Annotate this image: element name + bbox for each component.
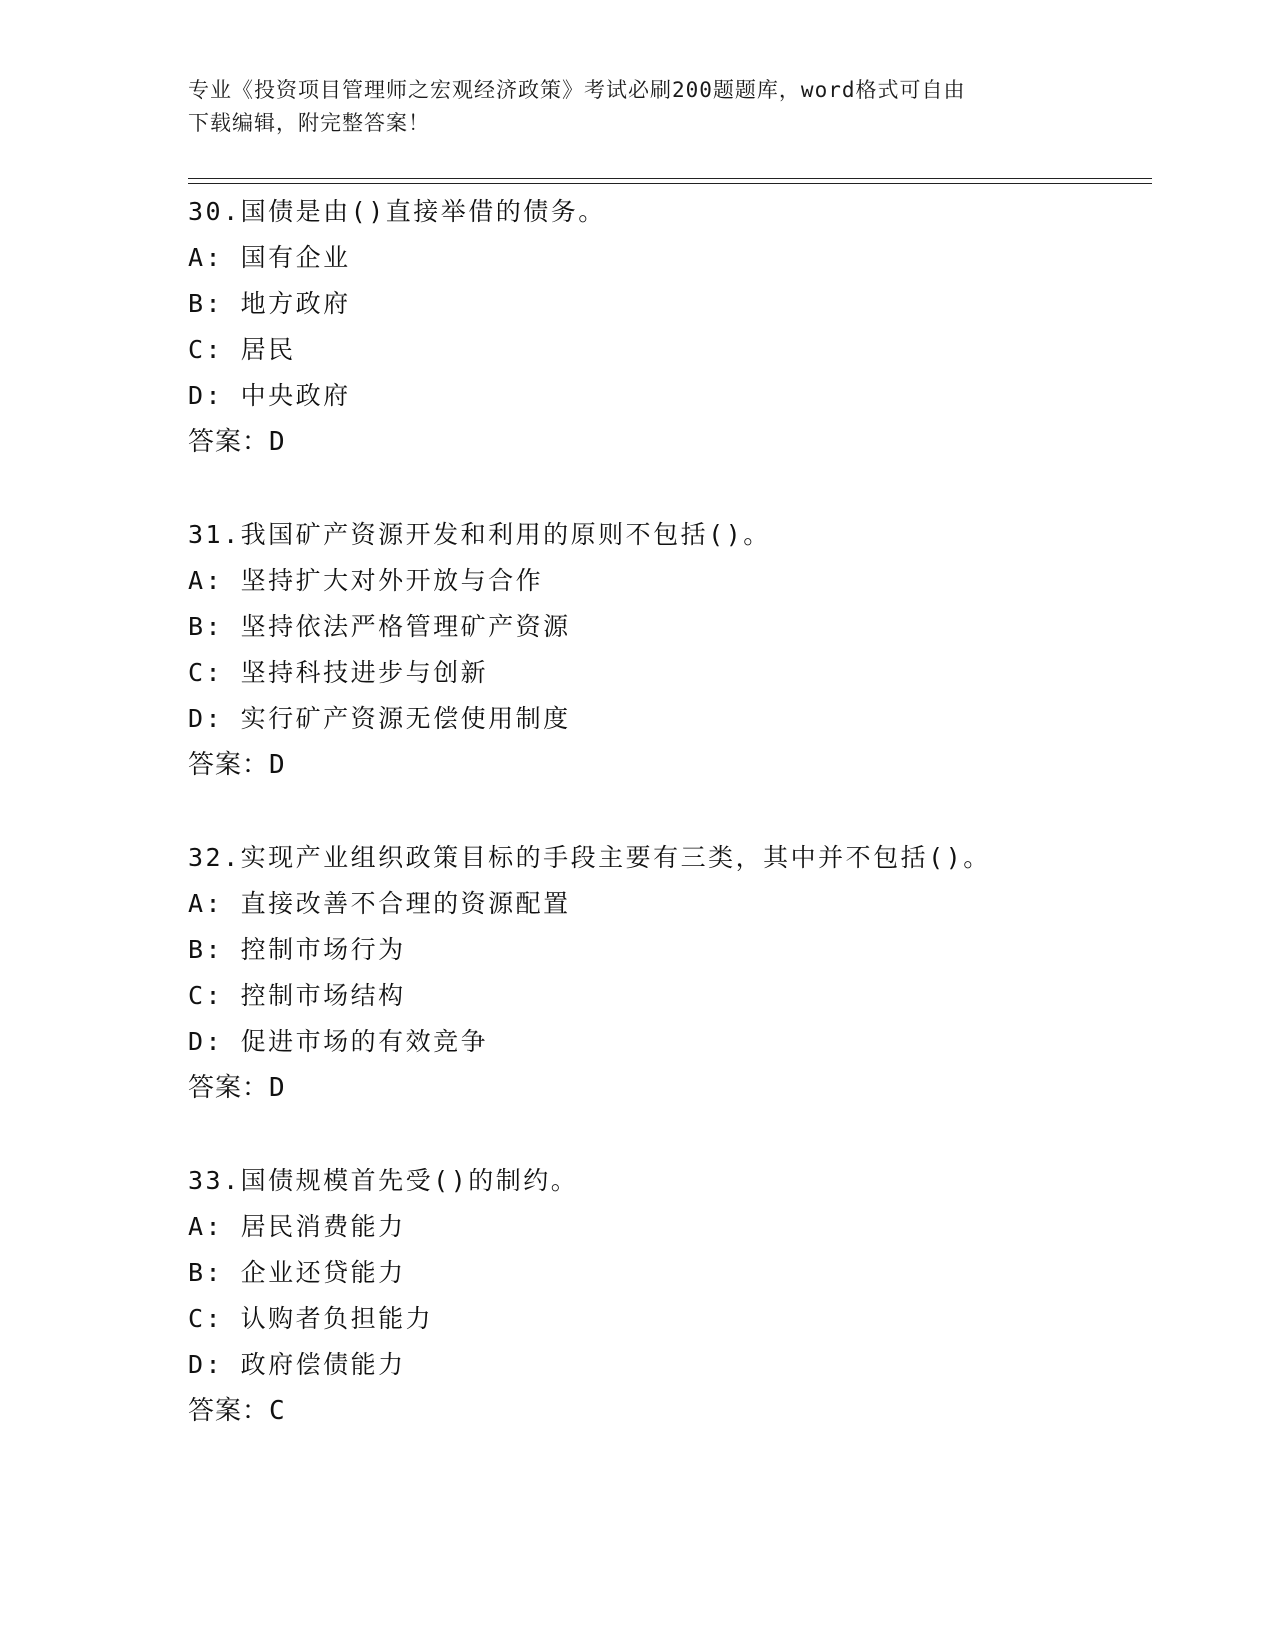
option-b: B: 控制市场行为 <box>188 935 406 964</box>
option-b: B: 地方政府 <box>188 289 351 318</box>
answer-value: D <box>269 427 286 457</box>
option-c: C: 居民 <box>188 335 296 364</box>
question-stem: 32.实现产业组织政策目标的手段主要有三类，其中并不包括()。 <box>188 843 991 872</box>
answer-label: 答案： <box>188 1073 270 1103</box>
option-c: C: 控制市场结构 <box>188 981 406 1010</box>
header-divider-top <box>188 178 1152 179</box>
question-stem: 30.国债是由()直接举借的债务。 <box>188 197 606 226</box>
question-item <box>188 835 1148 1111</box>
option-d: D: 实行矿产资源无偿使用制度 <box>188 704 571 733</box>
answer-line <box>188 1388 1148 1434</box>
option-d: D: 政府偿债能力 <box>188 1350 406 1379</box>
question-item <box>188 512 1148 788</box>
answer-value: D <box>269 1073 286 1103</box>
intro-line-2: 下载编辑，附完整答案！ <box>188 111 430 135</box>
option-b: B: 坚持依法严格管理矿产资源 <box>188 612 571 641</box>
answer-line <box>188 1065 1148 1111</box>
answer-label: 答案： <box>188 750 270 780</box>
question-list <box>188 189 1148 1481</box>
option-b: B: 企业还贷能力 <box>188 1258 406 1287</box>
header-divider-bottom <box>188 183 1152 184</box>
document-intro <box>188 74 1068 140</box>
option-d: D: 中央政府 <box>188 381 351 410</box>
option-c: C: 坚持科技进步与创新 <box>188 658 489 687</box>
answer-value: D <box>269 750 286 780</box>
answer-label: 答案： <box>188 1396 270 1426</box>
option-c: C: 认购者负担能力 <box>188 1304 434 1333</box>
option-a: A: 国有企业 <box>188 243 351 272</box>
option-a: A: 坚持扩大对外开放与合作 <box>188 566 544 595</box>
option-a: A: 直接改善不合理的资源配置 <box>188 889 571 918</box>
answer-value: C <box>269 1396 286 1426</box>
option-d: D: 促进市场的有效竞争 <box>188 1027 489 1056</box>
question-stem: 33.国债规模首先受()的制约。 <box>188 1166 579 1195</box>
question-item <box>188 189 1148 465</box>
intro-line-1: 专业《投资项目管理师之宏观经济政策》考试必刷200题题库，word格式可自由 <box>188 78 966 102</box>
answer-label: 答案： <box>188 427 270 457</box>
question-item <box>188 1158 1148 1434</box>
answer-line <box>188 742 1148 788</box>
answer-line <box>188 419 1148 465</box>
option-a: A: 居民消费能力 <box>188 1212 406 1241</box>
question-stem: 31.我国矿产资源开发和利用的原则不包括()。 <box>188 520 771 549</box>
